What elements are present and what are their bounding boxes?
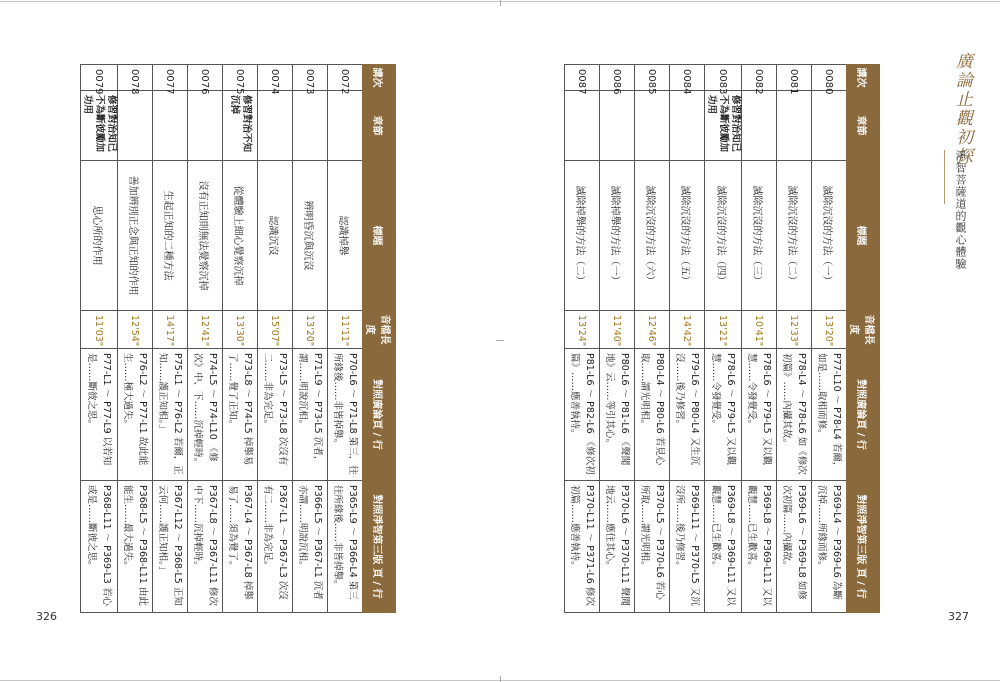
row-ref-b: P369-L11 ～ P370-L5 又沉沒所……後乃修習。: [670, 481, 705, 613]
header-duration: 音檔長度: [847, 311, 880, 349]
table-row: [670, 65, 705, 613]
row-ref-a: P78-L6 ～ P79-L5 又以觀慧……令發覺受。: [705, 349, 742, 481]
row-chapter: [635, 91, 670, 161]
table-row: [565, 65, 600, 613]
row-ref-a: P76-L2 ～ P77-L1 故此能生……極大過失。: [118, 349, 153, 481]
right-page-number: 327: [948, 610, 969, 623]
row-chapter: [600, 91, 635, 161]
row-title: 滅除沉沒的方法（三）: [742, 161, 777, 311]
row-duration: 14'17": [153, 311, 188, 349]
table-row: [258, 65, 293, 613]
row-chapter: [188, 91, 223, 161]
row-code: 0072: [328, 65, 363, 91]
row-duration: 13'20": [812, 311, 847, 349]
row-ref-b: P369-L8 ～ P369-L11 又以觀慧……已生歡喜。: [742, 481, 777, 613]
row-duration: 13'24": [565, 311, 600, 349]
row-title: 滅除沉沒的方法（一）: [812, 161, 847, 311]
row-duration: 14'42": [670, 311, 705, 349]
row-ref-b: P367-L8 ～ P367-L11 修次中下……沉掉輕時。: [188, 481, 223, 613]
row-ref-a: P79-L6 ～ P80-L4 又生沉沒……後乃修習。: [670, 349, 705, 481]
row-ref-b: P367-L1 ～ P367-L3 次沒有二……非為完足。: [258, 481, 293, 613]
row-ref-b: P367-L12 ～ P368-L5 正知云何……護正知相。」: [153, 481, 188, 613]
row-ref-b: P368-L11 ～ P369-L3 若心或是……斷彼之思。: [81, 481, 118, 613]
table-row: [188, 65, 223, 613]
table-row: [777, 65, 812, 613]
row-ref-b: P369-L4 ～ P369-L6 為斷沉掉……所緣而修。: [812, 481, 847, 613]
row-chapter: [670, 91, 705, 161]
row-chapter: [258, 91, 293, 161]
row-duration: 11'11": [328, 311, 363, 349]
table-row: [118, 65, 153, 613]
row-ref-b: P370-L5 ～ P370-L6 若心所取……謂光明相。: [635, 481, 670, 613]
row-ref-b: P366-L5 ～ P367-L1 沉者亦謂……明說沉相。: [293, 481, 328, 613]
row-duration: 13'20": [293, 311, 328, 349]
row-ref-b: P367-L4 ～ P367-L8 掉舉易了……須為覺了。: [223, 481, 258, 613]
row-title: 生起正知的二種方法: [153, 161, 188, 311]
header-chapter: 章節: [847, 91, 880, 161]
header-code: 講次: [847, 65, 880, 91]
row-code: 0085: [635, 65, 670, 91]
center-mark-bottom: [500, 676, 501, 682]
row-chapter: 修習對治知已不為斷彼勵加功用: [81, 91, 118, 161]
row-chapter: 修習對治知已不為斷彼勵加功用: [705, 91, 742, 161]
table-header-row: [363, 65, 396, 613]
row-ref-b: P370-L6 ～ P370-L11 聲聞地云……應住其心。: [600, 481, 635, 613]
logo-rule: [944, 150, 945, 204]
row-duration: 12'46": [635, 311, 670, 349]
row-ref-a: P70-L6 ～ P71-L8 第三，往所緣後……非皆掉舉。: [328, 349, 363, 481]
row-code: 0078: [118, 65, 153, 91]
row-ref-b: P369-L6 ～ P369-L8 如修次初篇……內攝故。: [777, 481, 812, 613]
table-row: [293, 65, 328, 613]
row-code: 0084: [670, 65, 705, 91]
running-title: 淨智菩薩道的觀心體驗: [954, 150, 967, 270]
table-row: [153, 65, 188, 613]
row-ref-b: P368-L5 ～ P368-L11 由此能生……最大過失。: [118, 481, 153, 613]
row-ref-a: P75-L1 ～ P76-L2 若爾，正知……護正知相。」: [153, 349, 188, 481]
table-row: [328, 65, 363, 613]
row-ref-a: P77-L10 ～ P78-L4 若爾，如是……取相而修。: [812, 349, 847, 481]
header-ref-a: 對照廣論頁 / 行: [847, 349, 880, 481]
row-duration: 13'30": [223, 311, 258, 349]
row-code: 0074: [258, 65, 293, 91]
row-chapter: [742, 91, 777, 161]
row-chapter: [777, 91, 812, 161]
row-duration: 11'03": [81, 311, 118, 349]
left-index-table-wrap: [82, 64, 496, 612]
row-code: 0087: [565, 65, 600, 91]
row-chapter: [565, 91, 600, 161]
row-title: 善加辨別正念與正知的作用: [118, 161, 153, 311]
row-ref-a: P78-L4 ～ P78-L6 如《修次初篇》……內攝其故。: [777, 349, 812, 481]
header-ref-b: 對照淨智第三版 頁 / 行: [847, 481, 880, 613]
row-duration: 10'41": [742, 311, 777, 349]
row-title: 滅除沉沒的方法（六）: [635, 161, 670, 311]
row-duration: 11'40": [600, 311, 635, 349]
row-duration: 15'07": [258, 311, 293, 349]
row-title: 思心所的作用: [81, 161, 118, 311]
row-chapter: [153, 91, 188, 161]
row-code: 0083: [705, 65, 742, 91]
row-code: 0082: [742, 65, 777, 91]
row-ref-b: P370-L11 ～ P371-L6 修次初篇……應善執持。: [565, 481, 600, 613]
row-ref-a: P77-L1 ～ P77-L9 以若知是……斷彼之思。: [81, 349, 118, 481]
row-title: 認識掉舉: [328, 161, 363, 311]
table-row: [705, 65, 742, 613]
table-row: [600, 65, 635, 613]
row-ref-a: P73-L8 ～ P74-L5 掉舉易了……覺了正知。: [223, 349, 258, 481]
row-title: 滅除沉沒的方法（二）: [777, 161, 812, 311]
row-code: 0075: [223, 65, 258, 91]
table-row: [812, 65, 847, 613]
table-header-row: [847, 65, 880, 613]
row-title: 滅除沉沒的方法（四）: [705, 161, 742, 311]
table-row: [223, 65, 258, 613]
row-chapter: [293, 91, 328, 161]
center-mark-top: [500, 0, 501, 6]
header-chapter: 章節: [363, 91, 396, 161]
table-row: [635, 65, 670, 613]
row-code: 0086: [600, 65, 635, 91]
row-duration: 13'21": [705, 311, 742, 349]
row-ref-a: P71-L9 ～ P73-L5 沉者，謂……明說沉相。: [293, 349, 328, 481]
header-title: 標題: [363, 161, 396, 311]
header-title: 標題: [847, 161, 880, 311]
row-ref-a: P74-L5 ～ P74-L10 《修次》中、下……沉掉輕時。: [188, 349, 223, 481]
row-title: 滅除掉舉的方法（二）: [565, 161, 600, 311]
header-duration: 音檔長度: [363, 311, 396, 349]
row-ref-a: P73-L5 ～ P73-L8 次沒有二……非為完足。: [258, 349, 293, 481]
left-page-number: 326: [36, 610, 57, 623]
table-row: [81, 65, 118, 613]
left-index-table: [80, 64, 396, 613]
row-code: 0080: [812, 65, 847, 91]
row-code: 0079: [81, 65, 118, 91]
row-code: 0076: [188, 65, 223, 91]
row-duration: 12'54": [118, 311, 153, 349]
header-ref-a: 對照廣論頁 / 行: [363, 349, 396, 481]
row-chapter: 修習對治不知沉掉: [223, 91, 258, 161]
row-code: 0077: [153, 65, 188, 91]
row-code: 0081: [777, 65, 812, 91]
row-title: 辨明昏沉與沉沒: [293, 161, 328, 311]
table-row: [742, 65, 777, 613]
header-code: 講次: [363, 65, 396, 91]
row-title: 滅除沉沒的方法（五）: [670, 161, 705, 311]
row-ref-b: P369-L8 ～ P369-L11 又以觀慧……已生歡喜。: [705, 481, 742, 613]
row-chapter: [812, 91, 847, 161]
row-ref-a: P80-L4 ～ P80-L6 若見心取……謂光明相。: [635, 349, 670, 481]
gutter-mark-left: [496, 340, 504, 341]
row-chapter: [118, 91, 153, 161]
row-ref-a: P81-L6 ～ P82-L6 《修次初篇》……應善執持。: [565, 349, 600, 481]
row-ref-a: P78-L6 ～ P79-L5 又以觀慧……令發覺受。: [742, 349, 777, 481]
row-ref-a: P80-L6 ～ P81-L6 《聲聞地》云……等引其心。: [600, 349, 635, 481]
row-ref-b: P365-L9 ～ P366-L4 第三往所緣後……非皆掉舉。: [328, 481, 363, 613]
row-duration: 12'33": [777, 311, 812, 349]
book-logo: 廣論止觀初探: [952, 52, 972, 166]
row-title: 沒有正知則無法覺察沉掉: [188, 161, 223, 311]
row-title: 從體驗上細心覺察沉掉: [223, 161, 258, 311]
row-title: 滅除掉舉的方法（一）: [600, 161, 635, 311]
right-index-table: [564, 64, 880, 613]
row-duration: 12'41": [188, 311, 223, 349]
row-title: 認識沉沒: [258, 161, 293, 311]
right-index-table-wrap: [569, 64, 880, 612]
row-code: 0073: [293, 65, 328, 91]
row-chapter: [328, 91, 363, 161]
header-ref-b: 對照淨智第三版 頁 / 行: [363, 481, 396, 613]
